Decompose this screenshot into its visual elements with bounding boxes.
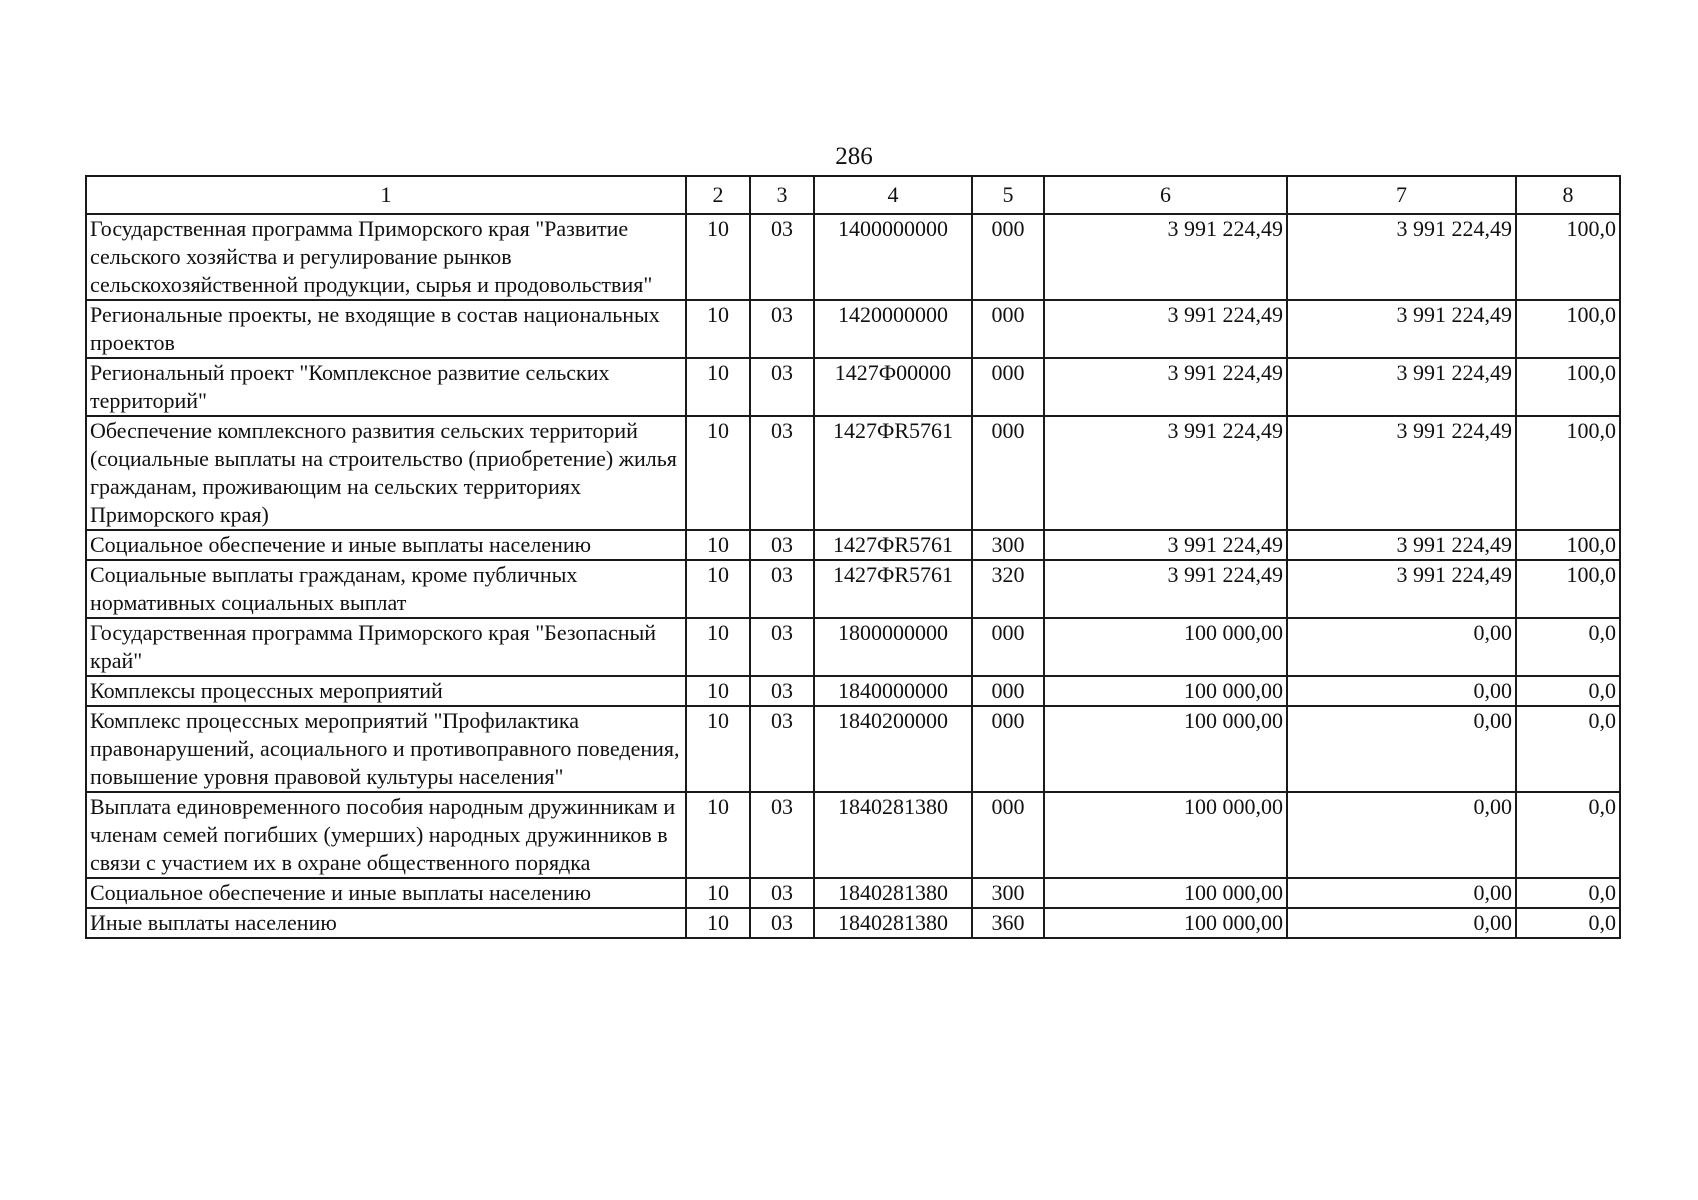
planned-amount: 3 991 224,49 xyxy=(1044,300,1287,358)
expense-type-code: 000 xyxy=(972,300,1044,358)
executed-amount: 0,00 xyxy=(1287,618,1516,676)
expense-type-code: 000 xyxy=(972,416,1044,530)
execution-percent: 0,0 xyxy=(1516,908,1620,938)
executed-amount: 0,00 xyxy=(1287,908,1516,938)
section-code: 10 xyxy=(686,416,750,530)
subsection-code: 03 xyxy=(750,214,814,300)
expense-type-code: 320 xyxy=(972,560,1044,618)
table-row xyxy=(86,214,1620,300)
row-name: Государственная программа Приморского края "Безопасный край" xyxy=(86,618,686,676)
executed-amount: 0,00 xyxy=(1287,878,1516,908)
column-header: 6 xyxy=(1044,176,1287,214)
execution-percent: 100,0 xyxy=(1516,300,1620,358)
row-name: Региональный проект "Комплексное развитие сельских территорий" xyxy=(86,358,686,416)
planned-amount: 100 000,00 xyxy=(1044,792,1287,878)
target-article-code: 1840281380 xyxy=(814,908,972,938)
table-row xyxy=(86,878,1620,908)
expense-type-code: 000 xyxy=(972,618,1044,676)
subsection-code: 03 xyxy=(750,706,814,792)
section-code: 10 xyxy=(686,214,750,300)
subsection-code: 03 xyxy=(750,878,814,908)
subsection-code: 03 xyxy=(750,300,814,358)
row-name: Социальное обеспечение и иные выплаты населению xyxy=(86,530,686,560)
executed-amount: 3 991 224,49 xyxy=(1287,300,1516,358)
planned-amount: 3 991 224,49 xyxy=(1044,214,1287,300)
subsection-code: 03 xyxy=(750,676,814,706)
row-name: Иные выплаты населению xyxy=(86,908,686,938)
expense-type-code: 000 xyxy=(972,792,1044,878)
expense-type-code: 000 xyxy=(972,358,1044,416)
column-header: 3 xyxy=(750,176,814,214)
column-header: 5 xyxy=(972,176,1044,214)
target-article-code: 1400000000 xyxy=(814,214,972,300)
target-article-code: 1840000000 xyxy=(814,676,972,706)
planned-amount: 3 991 224,49 xyxy=(1044,416,1287,530)
row-name: Комплекс процессных мероприятий "Профилактика правонарушений, асоциального и противоправного поведения, повышение уровня правовой культуры населения" xyxy=(86,706,686,792)
planned-amount: 3 991 224,49 xyxy=(1044,560,1287,618)
column-header: 4 xyxy=(814,176,972,214)
executed-amount: 3 991 224,49 xyxy=(1287,560,1516,618)
row-name: Социальные выплаты гражданам, кроме публичных нормативных социальных выплат xyxy=(86,560,686,618)
budget-table xyxy=(85,175,1621,939)
row-name: Социальное обеспечение и иные выплаты населению xyxy=(86,878,686,908)
subsection-code: 03 xyxy=(750,530,814,560)
row-name: Выплата единовременного пособия народным дружинникам и членам семей погибших (умерших) народных дружинников в связи с участием их в охране общественного порядка xyxy=(86,792,686,878)
table-row xyxy=(86,618,1620,676)
planned-amount: 100 000,00 xyxy=(1044,878,1287,908)
target-article-code: 1427ФR5761 xyxy=(814,416,972,530)
column-header: 2 xyxy=(686,176,750,214)
expense-type-code: 000 xyxy=(972,214,1044,300)
target-article-code: 1427ФR5761 xyxy=(814,530,972,560)
section-code: 10 xyxy=(686,676,750,706)
subsection-code: 03 xyxy=(750,358,814,416)
execution-percent: 0,0 xyxy=(1516,878,1620,908)
execution-percent: 0,0 xyxy=(1516,792,1620,878)
execution-percent: 100,0 xyxy=(1516,530,1620,560)
execution-percent: 0,0 xyxy=(1516,618,1620,676)
section-code: 10 xyxy=(686,618,750,676)
table-row xyxy=(86,792,1620,878)
page-number: 286 xyxy=(835,143,873,170)
target-article-code: 1427Ф00000 xyxy=(814,358,972,416)
table-row xyxy=(86,358,1620,416)
row-name: Комплексы процессных мероприятий xyxy=(86,676,686,706)
section-code: 10 xyxy=(686,792,750,878)
execution-percent: 100,0 xyxy=(1516,416,1620,530)
row-name: Региональные проекты, не входящие в состав национальных проектов xyxy=(86,300,686,358)
table-row xyxy=(86,706,1620,792)
subsection-code: 03 xyxy=(750,560,814,618)
execution-percent: 100,0 xyxy=(1516,358,1620,416)
table-row xyxy=(86,676,1620,706)
target-article-code: 1420000000 xyxy=(814,300,972,358)
planned-amount: 100 000,00 xyxy=(1044,618,1287,676)
executed-amount: 0,00 xyxy=(1287,792,1516,878)
table-row xyxy=(86,908,1620,938)
executed-amount: 0,00 xyxy=(1287,706,1516,792)
executed-amount: 3 991 224,49 xyxy=(1287,358,1516,416)
table-row xyxy=(86,530,1620,560)
target-article-code: 1840281380 xyxy=(814,878,972,908)
execution-percent: 100,0 xyxy=(1516,214,1620,300)
execution-percent: 0,0 xyxy=(1516,676,1620,706)
expense-type-code: 300 xyxy=(972,530,1044,560)
execution-percent: 100,0 xyxy=(1516,560,1620,618)
section-code: 10 xyxy=(686,706,750,792)
target-article-code: 1840281380 xyxy=(814,792,972,878)
executed-amount: 3 991 224,49 xyxy=(1287,214,1516,300)
expense-type-code: 000 xyxy=(972,706,1044,792)
executed-amount: 3 991 224,49 xyxy=(1287,530,1516,560)
row-name: Государственная программа Приморского края "Развитие сельского хозяйства и регулирование рынков сельскохозяйственной продукции, сырья и продовольствия" xyxy=(86,214,686,300)
target-article-code: 1800000000 xyxy=(814,618,972,676)
subsection-code: 03 xyxy=(750,618,814,676)
section-code: 10 xyxy=(686,530,750,560)
table-row xyxy=(86,416,1620,530)
subsection-code: 03 xyxy=(750,908,814,938)
expense-type-code: 000 xyxy=(972,676,1044,706)
table-row xyxy=(86,560,1620,618)
planned-amount: 100 000,00 xyxy=(1044,706,1287,792)
section-code: 10 xyxy=(686,878,750,908)
section-code: 10 xyxy=(686,560,750,618)
section-code: 10 xyxy=(686,300,750,358)
column-header: 8 xyxy=(1516,176,1620,214)
expense-type-code: 300 xyxy=(972,878,1044,908)
expense-type-code: 360 xyxy=(972,908,1044,938)
planned-amount: 3 991 224,49 xyxy=(1044,530,1287,560)
table-row xyxy=(86,300,1620,358)
header-row xyxy=(86,176,1620,214)
target-article-code: 1427ФR5761 xyxy=(814,560,972,618)
subsection-code: 03 xyxy=(750,792,814,878)
section-code: 10 xyxy=(686,908,750,938)
column-header: 7 xyxy=(1287,176,1516,214)
row-name: Обеспечение комплексного развития сельских территорий (социальные выплаты на строительство (приобретение) жилья гражданам, проживающим на сельских территориях Приморского края) xyxy=(86,416,686,530)
executed-amount: 3 991 224,49 xyxy=(1287,416,1516,530)
planned-amount: 100 000,00 xyxy=(1044,676,1287,706)
planned-amount: 3 991 224,49 xyxy=(1044,358,1287,416)
executed-amount: 0,00 xyxy=(1287,676,1516,706)
subsection-code: 03 xyxy=(750,416,814,530)
target-article-code: 1840200000 xyxy=(814,706,972,792)
execution-percent: 0,0 xyxy=(1516,706,1620,792)
column-header: 1 xyxy=(86,176,686,214)
planned-amount: 100 000,00 xyxy=(1044,908,1287,938)
section-code: 10 xyxy=(686,358,750,416)
